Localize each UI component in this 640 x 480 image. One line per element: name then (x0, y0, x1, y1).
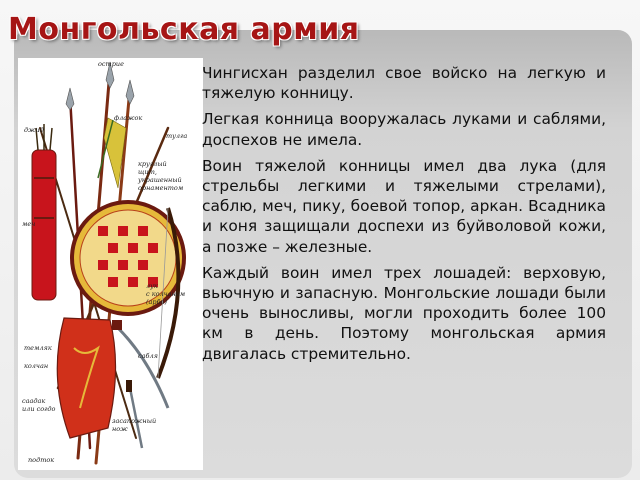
label-luk: лук (146, 282, 158, 290)
label-tulga: тулга (166, 132, 188, 140)
label-kruglyi: круглый (138, 160, 167, 168)
sabre (112, 320, 168, 408)
slide-title: Монгольская армия (8, 12, 360, 47)
slide-text (202, 63, 606, 370)
label-saadak: саадак (22, 397, 46, 405)
paragraph-light-cavalry: Легкая конница вооружалась луками и саблями, доспехов не имела. (202, 110, 606, 149)
weapons-illustration (18, 58, 203, 470)
label-dzhid: джид (24, 126, 44, 134)
quiver-arrows (32, 124, 56, 300)
label-sablya: сабля (138, 352, 158, 360)
label-ili-sogda: или согдо (22, 405, 56, 413)
label-arbo: (арбо) (146, 298, 167, 306)
spear-tips (66, 62, 134, 110)
label-zasapozhnyi: засапожный (112, 417, 157, 425)
paragraph-army-division: Чингисхан разделил свое войско на легкую и тяжелую конницу. (202, 64, 606, 103)
label-shchit: щит, (138, 168, 157, 176)
label-ostrie: острие (98, 60, 124, 68)
label-ornamentom: орнаментом (138, 184, 184, 192)
label-flazhok: флажок (114, 114, 143, 122)
label-s-kolchanom: с колчаном (146, 290, 186, 298)
label-mech: меч (22, 220, 36, 228)
label-kolchan: колчан (24, 362, 49, 370)
label-nozh: нож (112, 425, 128, 433)
paragraph-heavy-cavalry: Воин тяжелой конницы имел два лука (для стрельбы легкими и тяжелыми стрелами), саблю, меч, пику, боевой топор, аркан. Всадника и коня защищали доспехи из буйволовой кожи, а позже – железные. (202, 156, 606, 256)
paragraph-horses: Каждый воин имел трех лошадей: верховую, вьючную и запасную. Монгольские лошади были очень выносливы, могли проходить более 100 км в день. Поэтому монгольская армия двигалась стремительно. (202, 263, 606, 363)
saadak (57, 318, 115, 438)
label-temlyak: темляк (24, 344, 52, 352)
label-ukrashennyi: украшенный (138, 176, 182, 184)
label-podtok: подток (28, 456, 55, 464)
